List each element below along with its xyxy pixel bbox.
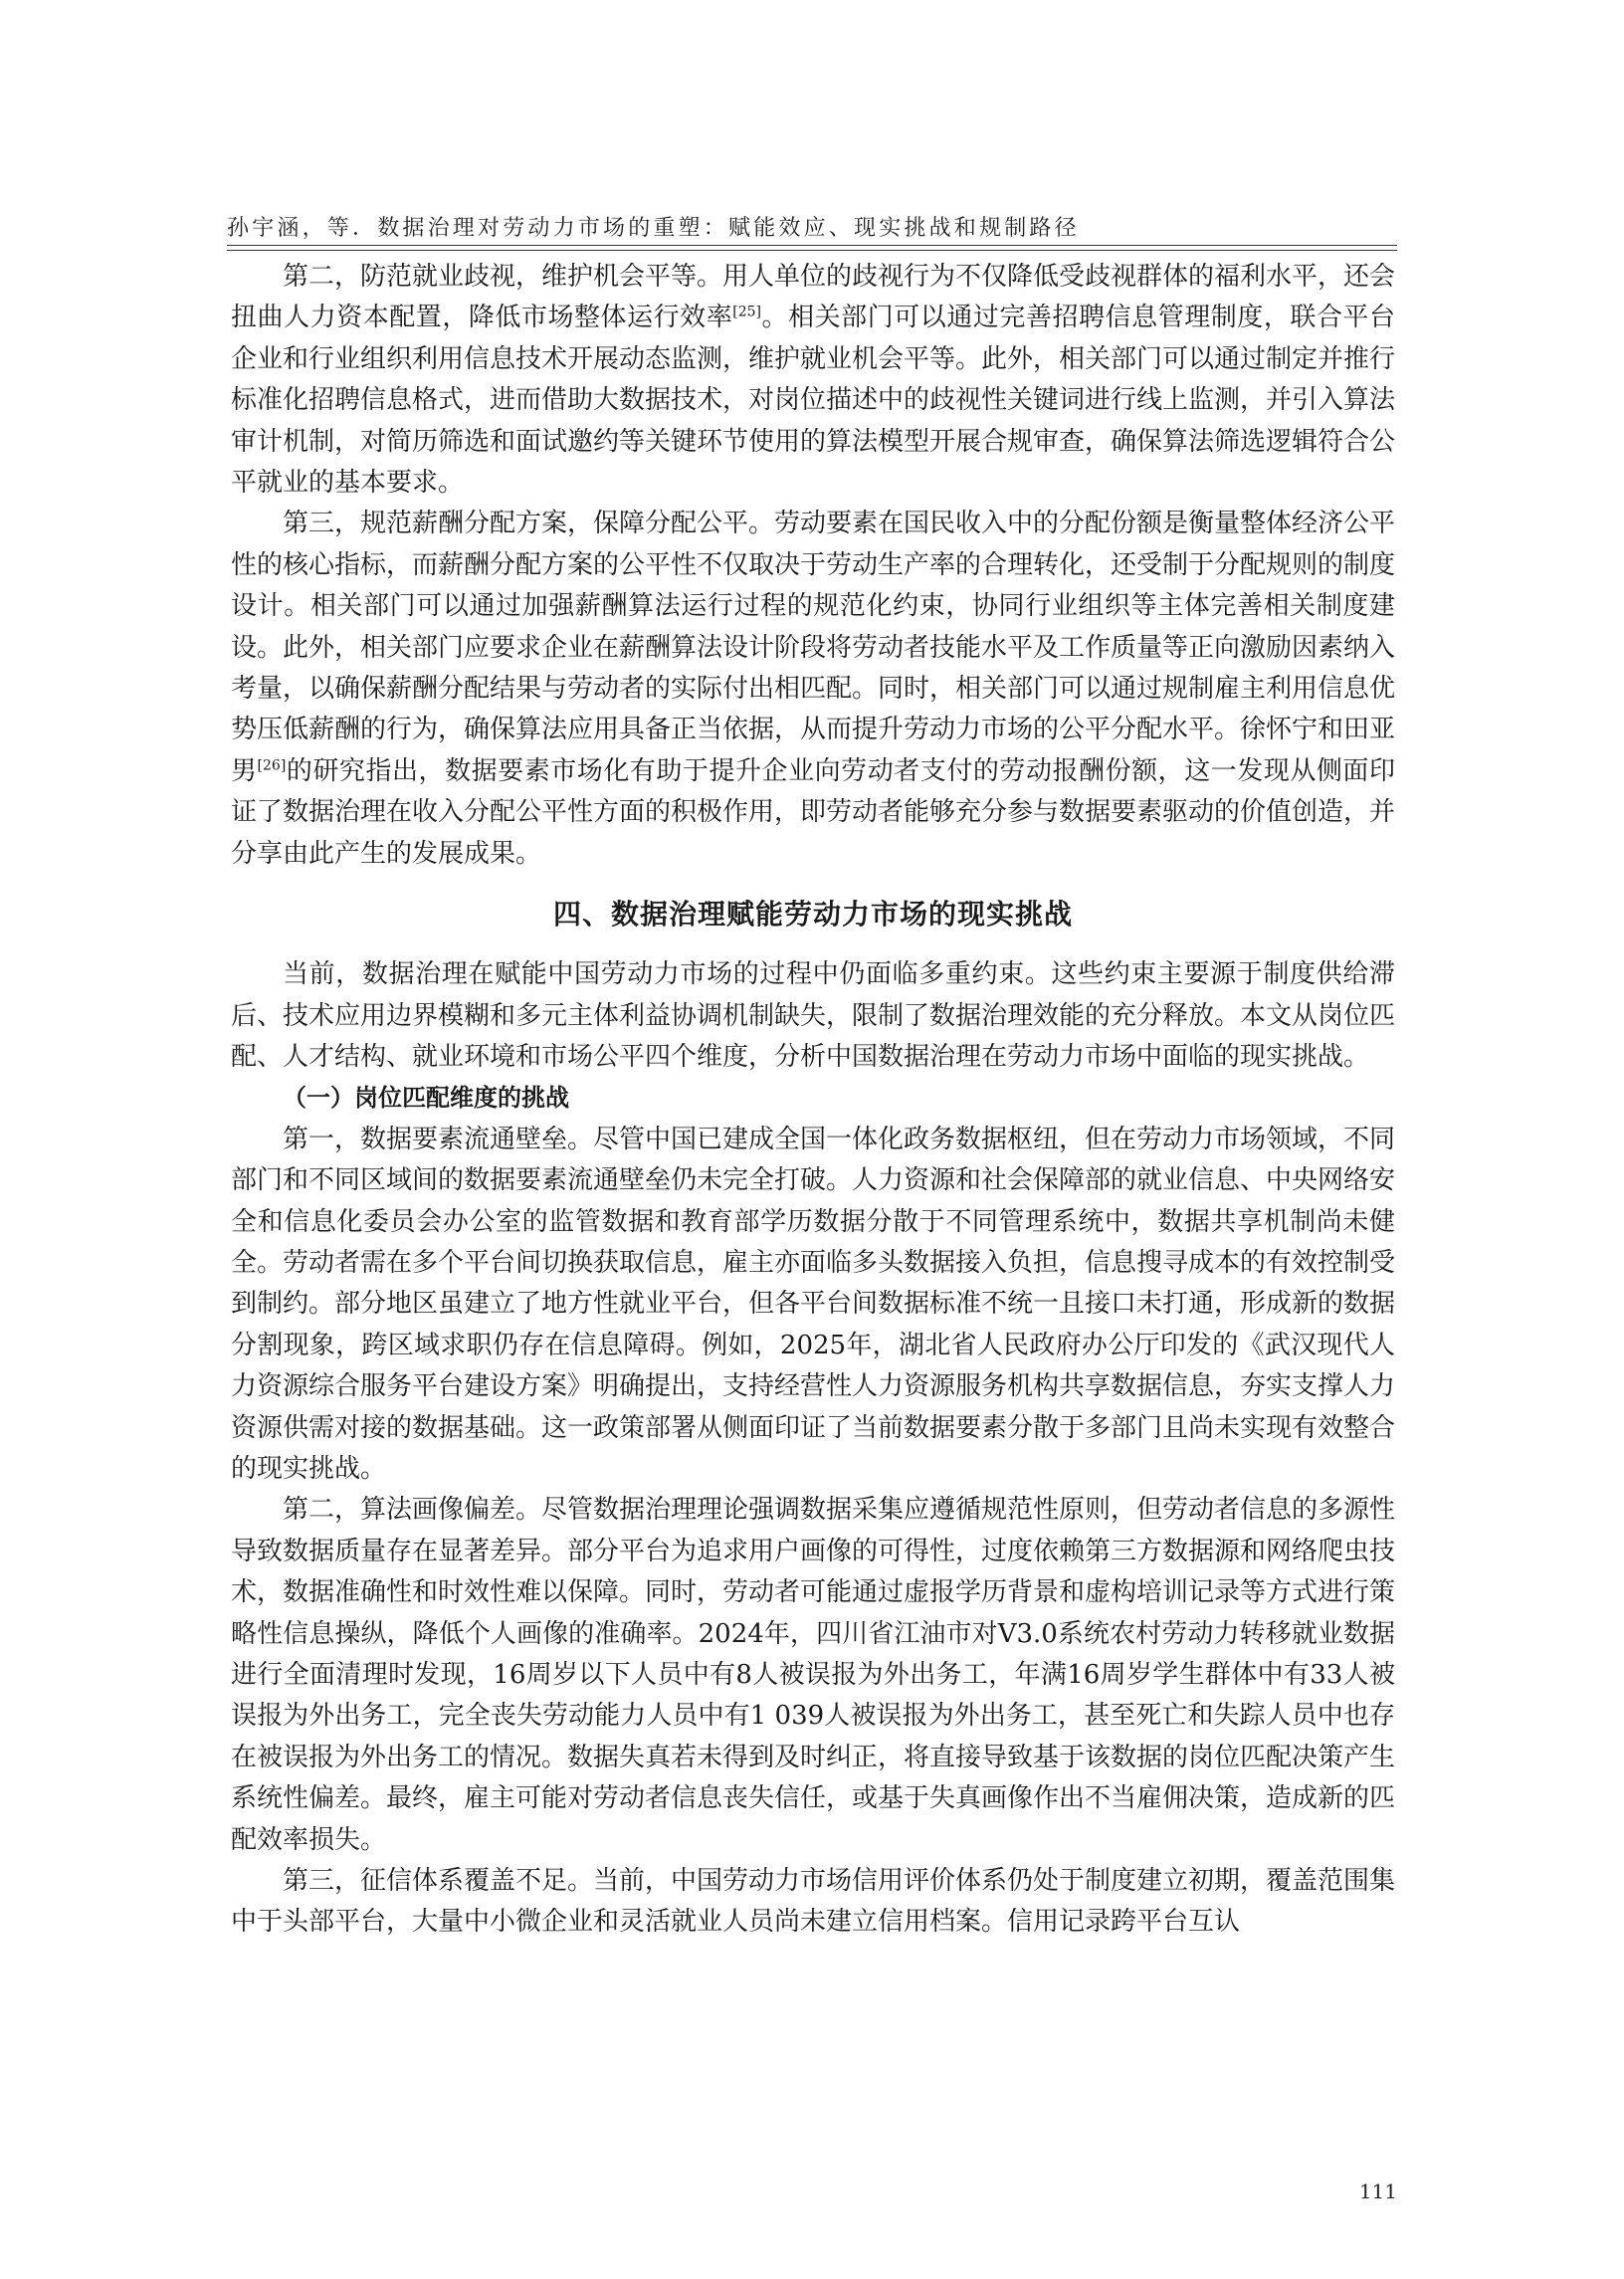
- paragraph-credit-system: 第三，征信体系覆盖不足。当前，中国劳动力市场信用评价体系仍处于制度建立初期，覆盖范围集中于头部平台，大量中小微企业和灵活就业人员尚未建立信用档案。信用记录跨平台互认: [231, 1866, 1396, 1938]
- paragraph-text: 第三，规范薪酬分配方案，保障分配公平。劳动要素在国民收入中的分配份额是衡量整体经济公平性的核心指标，而薪酬分配方案的公平性不仅取决于劳动生产率的合理转化，还受制于分配规则的制度设计。相关部门可以通过加强薪酬算法运行过程的规范化约束，协同行业组织等主体完善相关制度建设。此外，相关部门应要求企业在薪酬算法设计阶段将劳动者技能水平及工作质量等正向激励因素纳入考量，以确保薪酬分配结果与劳动者的实际付出相匹配。同时，相关部门可以通过规制雇主利用信息优势压低薪酬的行为，确保算法应用具备正当依据，从而提升劳动力市场的公平分配水平。徐怀宁和田亚男: [231, 509, 1396, 786]
- citation-25: [25]: [732, 304, 762, 320]
- paragraph-algorithm-bias: 第二，算法画像偏差。尽管数据治理理论强调数据采集应遵循规范性原则，但劳动者信息的多源性导致数据质量存在显著差异。部分平台为追求用户画像的可得性，过度依赖第三方数据源和网络爬虫技术，数据准确性和时效性难以保障。同时，劳动者可能通过虚报学历背景和虚构培训记录等方式进行策略性信息操纵，降低个人画像的准确率。2024年，四川省江油市对V3.0系统农村劳动力转移就业数据进行全面清理时发现，16周岁以下人员中有8人被误报为外出务工，年满16周岁学生群体中有33人被误报为外出务工，完全丧失劳动能力人员中有1 039人被误报为外出务工，甚至死亡和失踪人员中也存在被误报为外出务工的情况。数据失真若未得到及时纠正，将直接导致基于该数据的岗位匹配决策产生系统性偏差。最终，雇主可能对劳动者信息丧失信任，或基于失真画像作出不当雇佣决策，造成新的匹配效率损失。: [231, 1495, 1396, 1855]
- citation-26: [26]: [257, 757, 287, 774]
- running-header: 孙宇涵，等．数据治理对劳动力市场的重塑：赋能效应、现实挑战和规制路径: [227, 216, 1080, 241]
- paragraph-text: 第二，防范就业歧视，维护机会平等。用人单位的歧视行为不仅降低受歧视群体的福利水平，还会扭曲人力资本配置，降低市场整体运行效率: [231, 262, 1396, 333]
- header-rule-bottom: [227, 250, 1397, 251]
- section-heading: 四、数据治理赋能劳动力市场的现实挑战: [552, 898, 1073, 932]
- paragraph-text: 。相关部门可以通过完善招聘信息管理制度，联合平台企业和行业组织利用信息技术开展动态监测，维护就业机会平等。此外，相关部门可以通过制定并推行标准化招聘信息格式，进而借助大数据技术，对岗位描述中的歧视性关键词进行线上监测，并引入算法审计机制，对简历筛选和面试邀约等关键环节使用的算法模型开展合规审查，确保算法筛选逻辑符合公平就业的基本要求。: [231, 303, 1396, 499]
- header-rule-top: [227, 245, 1397, 246]
- paragraph-anti-discrimination: [231, 257, 1395, 504]
- paragraph-challenges-intro: 当前，数据治理在赋能中国劳动力市场的过程中仍面临多重约束。这些约束主要源于制度供给滞后、技术应用边界模糊和多元主体利益协调机制缺失，限制了数据治理效能的充分释放。本文从岗位匹配、人才结构、就业环境和市场公平四个维度，分析中国数据治理在劳动力市场中面临的现实挑战。: [231, 959, 1396, 1072]
- paragraph-data-barriers: 第一，数据要素流通壁垒。尽管中国已建成全国一体化政务数据枢纽，但在劳动力市场领域，不同部门和不同区域间的数据要素流通壁垒仍未完全打破。人力资源和社会保障部的就业信息、中央网络安全和信息化委员会办公室的监管数据和教育部学历数据分散于不同管理系统中，数据共享机制尚未健全。劳动者需在多个平台间切换获取信息，雇主亦面临多头数据接入负担，信息搜寻成本的有效控制受到制约。部分地区虽建立了地方性就业平台，但各平台间数据标准不统一且接口未打通，形成新的数据分割现象，跨区域求职仍存在信息障碍。例如，2025年，湖北省人民政府办公厅印发的《武汉现代人力资源综合服务平台建设方案》明确提出，支持经营性人力资源服务机构共享数据信息，夯实支撑人力资源供需对接的数据基础。这一政策部署从侧面印证了当前数据要素分散于多部门且尚未实现有效整合的现实挑战。: [231, 1124, 1396, 1484]
- sub-heading: （一）岗位匹配维度的挑战: [283, 1084, 569, 1113]
- page-number: 111: [1358, 2179, 1397, 2203]
- article-body: [231, 257, 1395, 1944]
- paragraph-salary-fairness: [231, 504, 1395, 875]
- paragraph-text: 的研究指出，数据要素市场化有助于提升企业向劳动者支付的劳动报酬份额，这一发现从侧面印证了数据治理在收入分配公平性方面的积极作用，即劳动者能够充分参与数据要素驱动的价值创造，并分享由此产生的发展成果。: [231, 755, 1396, 869]
